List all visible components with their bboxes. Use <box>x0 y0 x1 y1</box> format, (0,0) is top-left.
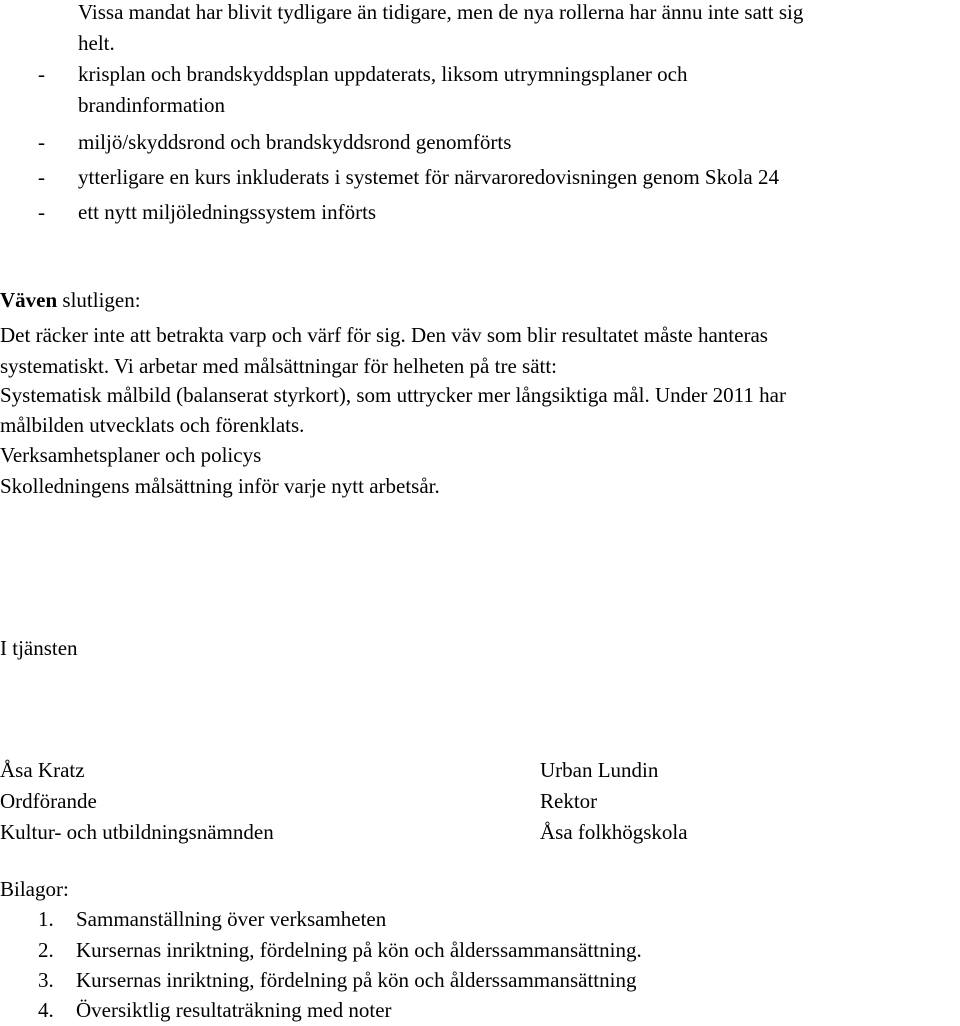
closing-text: I tjänsten <box>0 636 78 660</box>
attachments-label: Bilagor: <box>0 877 69 901</box>
list-item-text: krisplan och brandskyddsplan uppdaterats, liksom utrymningsplaner och <box>78 62 688 86</box>
signature-title: Rektor <box>540 789 598 813</box>
signature-name: Åsa Kratz <box>0 758 85 782</box>
list-item-text: ett nytt miljöledningssystem införts <box>78 200 377 224</box>
section-heading-bold: Väven <box>0 288 58 312</box>
list-dash: - <box>38 130 45 154</box>
paragraph-line: Verksamhetsplaner och policys <box>0 443 262 467</box>
paragraph-line: målbilden utvecklats och förenklats. <box>0 413 305 437</box>
list-item <box>0 162 960 193</box>
signature-block <box>0 755 274 848</box>
attachment-text: Översiktlig resultaträkning med noter <box>76 998 392 1022</box>
section-heading <box>0 285 141 316</box>
signature-org: Kultur- och utbildningsnämnden <box>0 820 274 844</box>
attachment-number: 1. <box>38 907 54 931</box>
attachment-text: Kursernas inriktning, fördelning på kön och ålderssammansättning <box>76 968 637 992</box>
attachment-item <box>38 995 392 1026</box>
paragraph-line: Det räcker inte att betrakta varp och värf för sig. Den väv som blir resultatet måste hanteras <box>0 323 768 347</box>
intro-line-2: helt. <box>78 31 115 55</box>
list-item <box>0 197 960 228</box>
paragraph-line: Systematisk målbild (balanserat styrkort), som uttrycker mer långsiktiga mål. Under 2011 har <box>0 383 786 407</box>
attachment-item <box>38 965 636 996</box>
list-item <box>0 59 960 90</box>
attachment-number: 4. <box>38 998 54 1022</box>
signature-block <box>540 755 688 848</box>
attachment-item <box>38 904 386 935</box>
list-dash: - <box>38 165 45 189</box>
signature-name: Urban Lundin <box>540 758 659 782</box>
list-dash: - <box>38 200 45 224</box>
signature-title: Ordförande <box>0 789 97 813</box>
list-dash: - <box>38 62 45 86</box>
list-item-text-continued: brandinformation <box>78 93 225 117</box>
paragraph-line: systematiskt. Vi arbetar med målsättningar för helheten på tre sätt: <box>0 354 558 378</box>
section-heading-rest: slutligen: <box>57 288 141 312</box>
attachment-text: Kursernas inriktning, fördelning på kön och ålderssammansättning. <box>76 938 642 962</box>
attachment-number: 2. <box>38 938 54 962</box>
list-item-text: ytterligare en kurs inkluderats i systemet för närvaroredovisningen genom Skola 24 <box>78 165 779 189</box>
attachment-number: 3. <box>38 968 54 992</box>
attachment-text: Sammanställning över verksamheten <box>76 907 387 931</box>
paragraph-line: Skolledningens målsättning inför varje nytt arbetsår. <box>0 474 440 498</box>
intro-line-1: Vissa mandat har blivit tydligare än tidigare, men de nya rollerna har ännu inte satt sig <box>78 0 804 24</box>
signature-org: Åsa folkhögskola <box>540 820 688 844</box>
attachment-item <box>38 935 642 966</box>
list-item <box>0 127 960 158</box>
list-item-text: miljö/skyddsrond och brandskyddsrond genomförts <box>78 130 512 154</box>
